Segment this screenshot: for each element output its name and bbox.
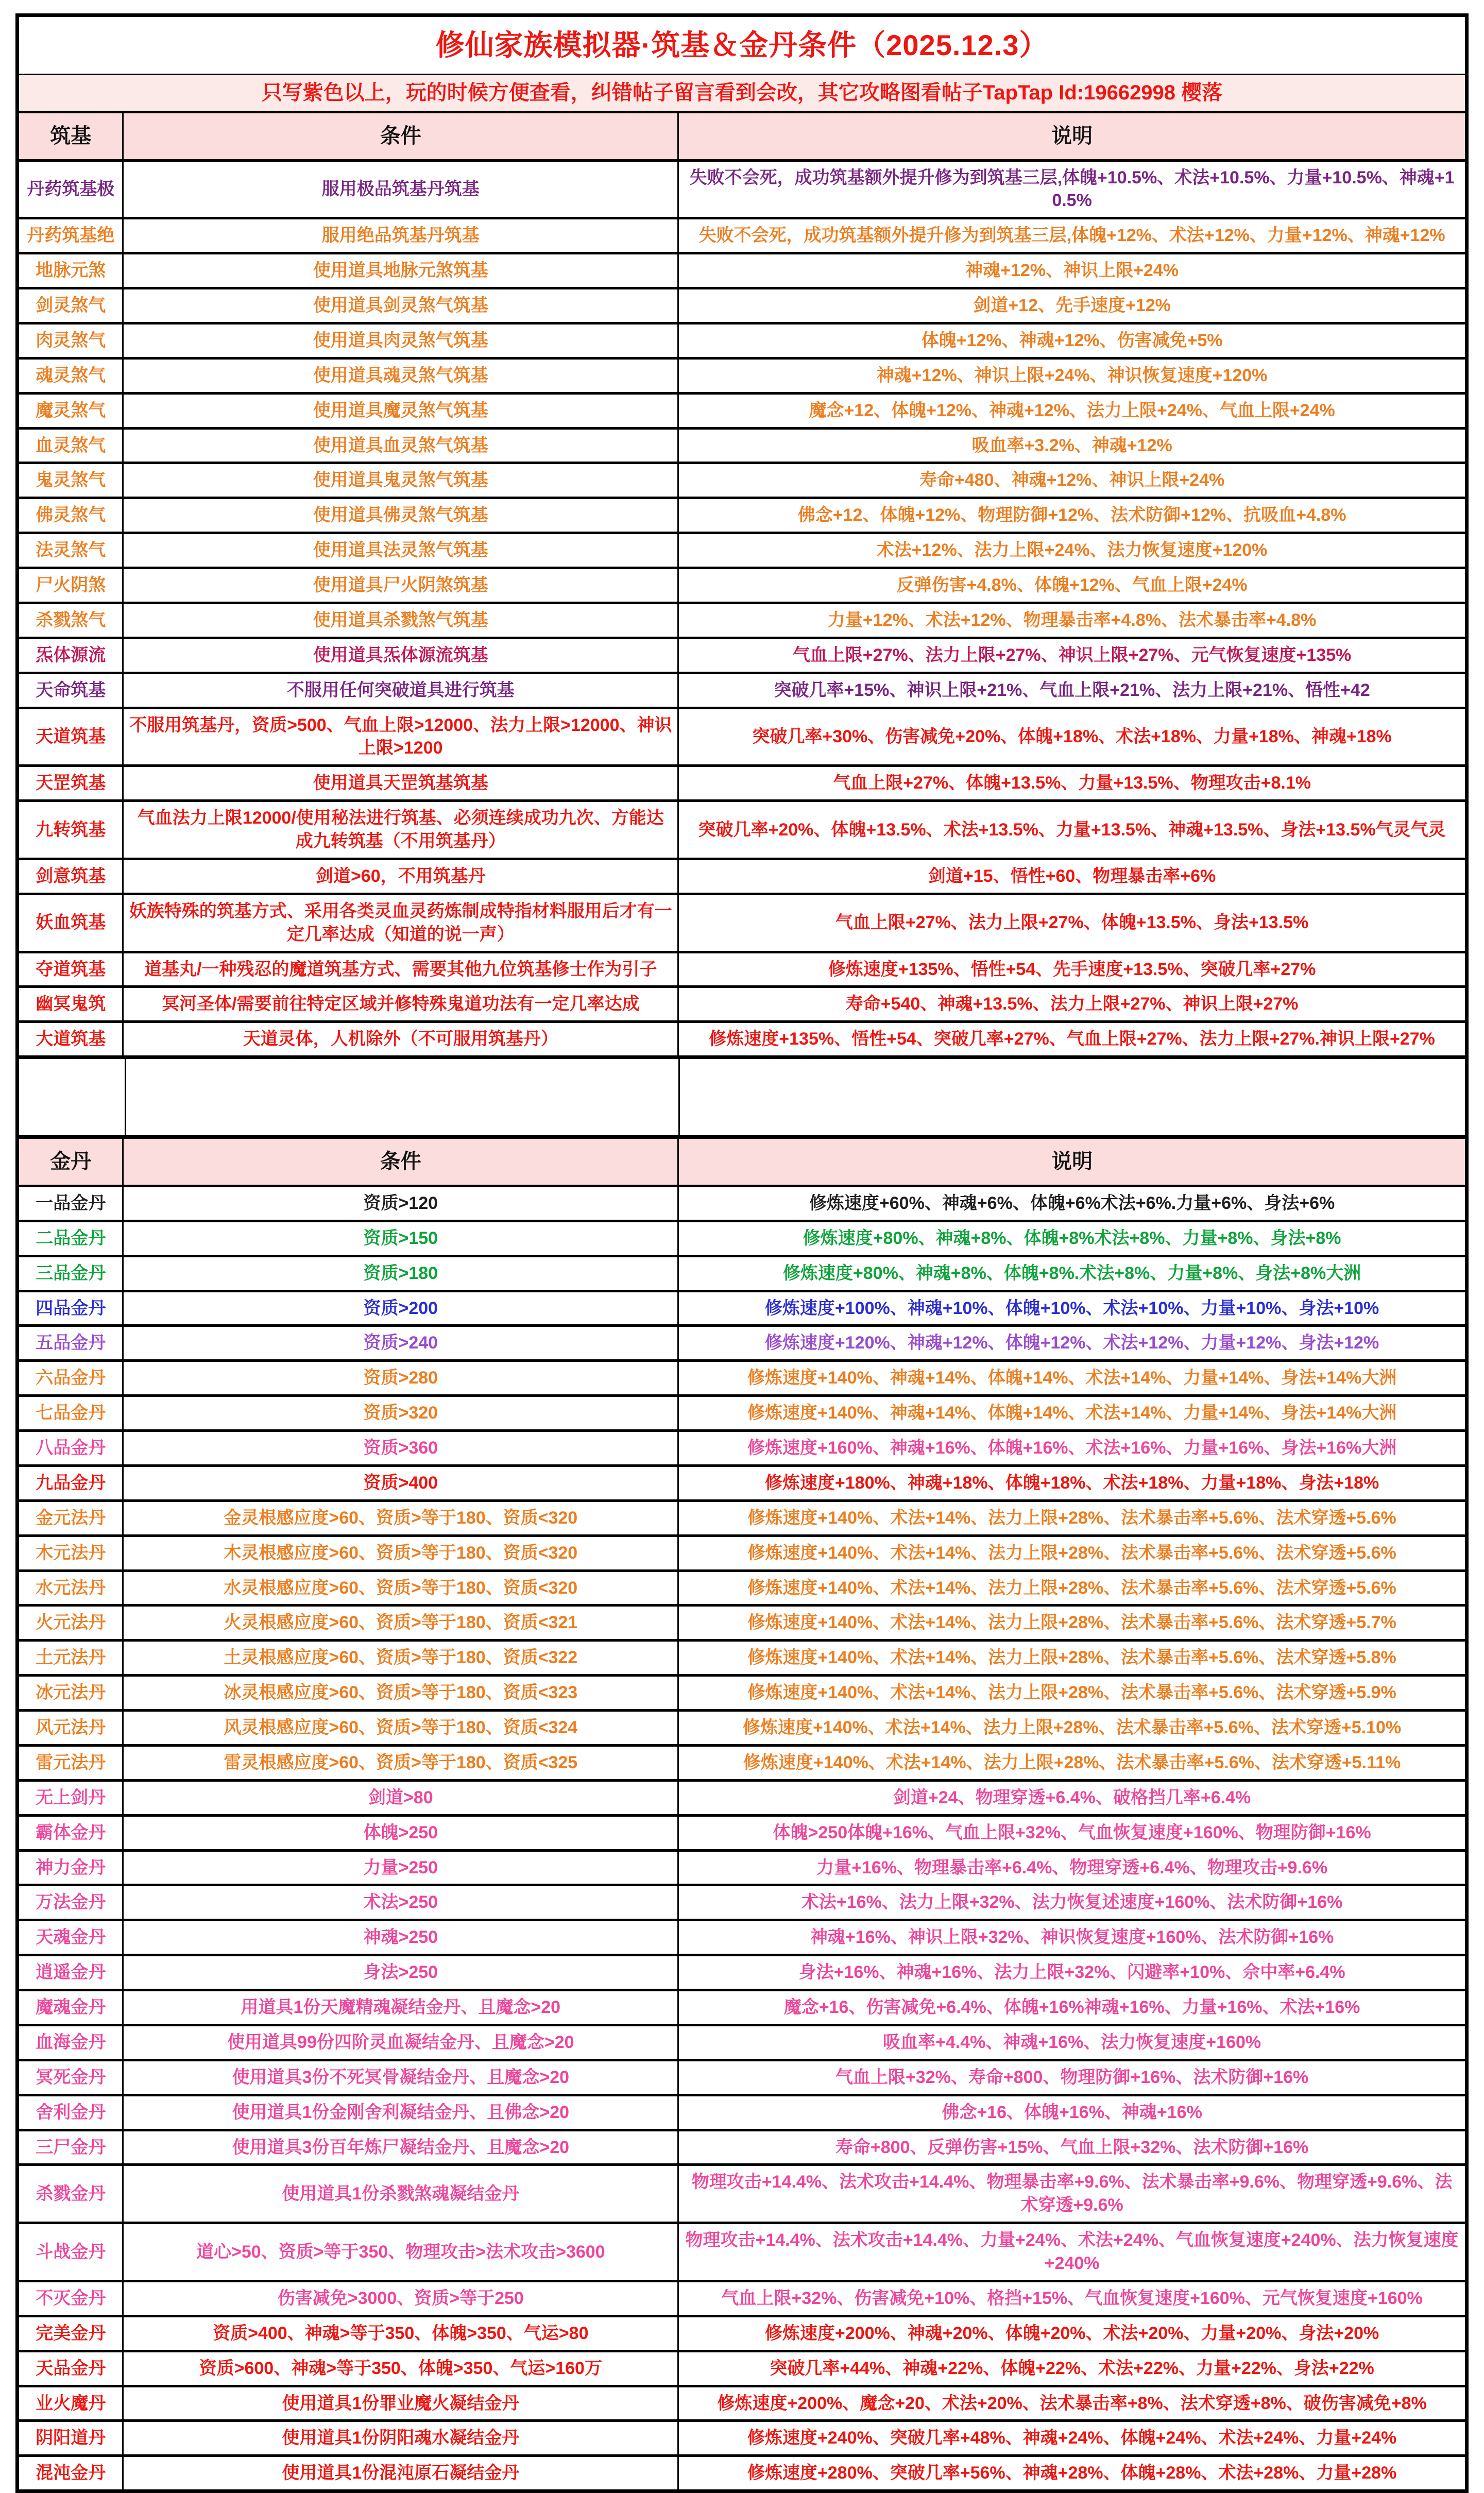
table-row [18, 1256, 1467, 1291]
grade-cell: 丹药筑基极 [18, 160, 123, 218]
grade-cell: 剑灵煞气 [18, 288, 123, 323]
grade-cell: 天命筑基 [18, 673, 123, 708]
condition-cell: 资质>150 [123, 1221, 678, 1256]
grade-cell: 逍遥金丹 [18, 1955, 123, 1990]
guide-sheet [15, 13, 1469, 2493]
grade-cell: 魔灵煞气 [18, 393, 123, 428]
subtitle-row [18, 74, 1467, 112]
grade-cell: 炁体源流 [18, 638, 123, 673]
table-row [18, 160, 1467, 218]
jindan-column-header-grade: 金丹 [18, 1137, 123, 1186]
condition-cell: 术法>250 [123, 1885, 678, 1920]
condition-cell: 使用道具1份混沌原石凝结金丹 [123, 2456, 678, 2491]
description-cell: 修炼速度+140%、术法+14%、法力上限+28%、法术暴击率+5.6%、法术穿透+5.6% [678, 1570, 1467, 1606]
table-row [18, 1676, 1467, 1711]
description-cell: 修炼速度+100%、神魂+10%、体魄+10%、术法+10%、力量+10%、身法+10% [678, 1291, 1467, 1326]
description-cell: 物理攻击+14.4%、法术攻击+14.4%、力量+24%、术法+24%、气血恢复速度+240%、法力恢复速度+240% [678, 2223, 1467, 2281]
description-cell: 修炼速度+140%、术法+14%、法力上限+28%、法术暴击率+5.6%、法术穿透+5.7% [678, 1606, 1467, 1641]
grade-cell: 天罡筑基 [18, 766, 123, 801]
grade-cell: 血灵煞气 [18, 428, 123, 463]
table-row [18, 1291, 1467, 1326]
condition-cell: 使用道具炁体源流筑基 [123, 638, 678, 673]
description-cell: 修炼速度+140%、神魂+14%、体魄+14%、术法+14%、力量+14%、身法+14%大洲 [678, 1396, 1467, 1431]
grade-cell: 地脉元煞 [18, 253, 123, 288]
table-row [18, 1465, 1467, 1500]
page-title: 修仙家族模拟器·筑基＆金丹条件（2025.12.3） [18, 15, 1467, 75]
table-row [18, 952, 1467, 987]
grade-cell: 尸火阴煞 [18, 568, 123, 603]
condition-cell: 冰灵根感应度>60、资质>等于180、资质<323 [123, 1676, 678, 1711]
grade-cell: 幽冥鬼筑 [18, 987, 123, 1022]
table-row [18, 673, 1467, 708]
description-cell: 体魄>250体魄+16%、气血上限+32%、气血恢复速度+160%、物理防御+16% [678, 1815, 1467, 1850]
grade-cell: 风元法丹 [18, 1711, 123, 1746]
condition-cell: 风灵根感应度>60、资质>等于180、资质<324 [123, 1711, 678, 1746]
description-cell: 气血上限+32%、寿命+800、物理防御+16%、法术防御+16% [678, 2060, 1467, 2095]
grade-cell: 雷元法丹 [18, 1745, 123, 1780]
zhuji-table-head [18, 15, 1467, 161]
table-row [18, 1885, 1467, 1920]
zhuji-table [15, 13, 1469, 1059]
grade-cell: 不灭金丹 [18, 2281, 123, 2316]
description-cell: 修炼速度+135%、悟性+54、突破几率+27%、气血上限+27%、法力上限+27%.神识上限+27% [678, 1022, 1467, 1057]
description-cell: 身法+16%、神魂+16%、法力上限+32%、闪避率+10%、佘中率+6.4% [678, 1955, 1467, 1990]
table-row [18, 1396, 1467, 1431]
grade-cell: 肉灵煞气 [18, 323, 123, 358]
condition-cell: 土灵根感应度>60、资质>等于180、资质<322 [123, 1641, 678, 1676]
table-row [18, 1606, 1467, 1641]
zhuji-header-row [18, 112, 1467, 160]
grade-cell: 霸体金丹 [18, 1815, 123, 1850]
condition-cell: 资质>600、神魂>等于350、体魄>350、气运>160万 [123, 2351, 678, 2386]
table-row [18, 2223, 1467, 2281]
condition-cell: 资质>360 [123, 1431, 678, 1466]
grade-cell: 夺道筑基 [18, 952, 123, 987]
condition-cell: 身法>250 [123, 1955, 678, 1990]
grade-cell: 舍利金丹 [18, 2095, 123, 2130]
description-cell: 寿命+480、神魂+12%、神识上限+24% [678, 463, 1467, 498]
grade-cell: 土元法丹 [18, 1641, 123, 1676]
condition-cell: 用道具1份天魔精魂凝结金丹、且魔念>20 [123, 1990, 678, 2025]
grade-cell: 大道筑基 [18, 1022, 123, 1057]
description-cell: 剑道+24、物理穿透+6.4%、破格挡几率+6.4% [678, 1780, 1467, 1815]
table-row [18, 1955, 1467, 1990]
condition-cell: 服用绝品筑基丹筑基 [123, 218, 678, 253]
description-cell: 神魂+12%、神识上限+24% [678, 253, 1467, 288]
table-row [18, 708, 1467, 766]
table-row [18, 1780, 1467, 1815]
table-row [18, 1570, 1467, 1606]
jindan-rows [18, 1186, 1467, 2491]
table-gap [15, 1059, 1469, 1135]
condition-cell: 使用道具3份百年炼尸凝结金丹、且魔念>20 [123, 2130, 678, 2165]
description-cell: 力量+16%、物理暴击率+6.4%、物理穿透+6.4%、物理攻击+9.6% [678, 1850, 1467, 1885]
description-cell: 修炼速度+200%、魔念+20、术法+20%、法术暴击率+8%、法术穿透+8%、破伤害减免+8% [678, 2386, 1467, 2421]
condition-cell: 使用道具剑灵煞气筑基 [123, 288, 678, 323]
table-row [18, 1815, 1467, 1850]
condition-cell: 伤害减免>3000、资质>等于250 [123, 2281, 678, 2316]
condition-cell: 资质>200 [123, 1291, 678, 1326]
description-cell: 气血上限+27%、法力上限+27%、体魄+13.5%、身法+13.5% [678, 894, 1467, 952]
condition-cell: 道基丸/一种残忍的魔道筑基方式、需要其他九位筑基修士作为引子 [123, 952, 678, 987]
grade-cell: 血海金丹 [18, 2025, 123, 2060]
grade-cell: 火元法丹 [18, 1606, 123, 1641]
table-row [18, 2025, 1467, 2060]
description-cell: 术法+16%、法力上限+32%、法力恢复述速度+160%、法术防御+16% [678, 1885, 1467, 1920]
table-row [18, 2456, 1467, 2491]
condition-cell: 水灵根感应度>60、资质>等于180、资质<320 [123, 1570, 678, 1606]
description-cell: 吸血率+3.2%、神魂+12% [678, 428, 1467, 463]
description-cell: 神魂+16%、神识上限+32%、神识恢复速度+160%、法术防御+16% [678, 1920, 1467, 1955]
grade-cell: 魔魂金丹 [18, 1990, 123, 2025]
description-cell: 修炼速度+140%、术法+14%、法力上限+28%、法术暴击率+5.6%、法术穿透+5.10% [678, 1711, 1467, 1746]
condition-cell: 使用道具佛灵煞气筑基 [123, 498, 678, 533]
table-row [18, 1431, 1467, 1466]
grade-cell: 神力金丹 [18, 1850, 123, 1885]
condition-cell: 力量>250 [123, 1850, 678, 1885]
condition-cell: 剑道>80 [123, 1780, 678, 1815]
condition-cell: 使用道具1份罪业魔火凝结金丹 [123, 2386, 678, 2421]
grade-cell: 七品金丹 [18, 1396, 123, 1431]
grade-cell: 完美金丹 [18, 2316, 123, 2351]
zhuji-column-header-description: 说明 [678, 112, 1467, 160]
description-cell: 佛念+16、体魄+16%、神魂+16% [678, 2095, 1467, 2130]
page-subtitle: 只写紫色以上，玩的时候方便查看，纠错帖子留言看到会改，其它攻略图看帖子TapTap Id:19662998 樱落 [18, 74, 1467, 112]
grade-cell: 水元法丹 [18, 1570, 123, 1606]
description-cell: 修炼速度+140%、术法+14%、法力上限+28%、法术暴击率+5.6%、法术穿透+5.9% [678, 1676, 1467, 1711]
condition-cell: 资质>280 [123, 1361, 678, 1396]
grade-cell: 九品金丹 [18, 1465, 123, 1500]
grade-cell: 三品金丹 [18, 1256, 123, 1291]
table-row [18, 253, 1467, 288]
table-row [18, 766, 1467, 801]
grade-cell: 木元法丹 [18, 1535, 123, 1570]
table-row [18, 2165, 1467, 2223]
table-row [18, 801, 1467, 859]
description-cell: 修炼速度+200%、神魂+20%、体魄+20%、术法+20%、力量+20%、身法+20% [678, 2316, 1467, 2351]
description-cell: 气血上限+32%、伤害减免+10%、格挡+15%、气血恢复速度+160%、元气恢复速度+160% [678, 2281, 1467, 2316]
grade-cell: 五品金丹 [18, 1326, 123, 1361]
grade-cell: 三尸金丹 [18, 2130, 123, 2165]
grade-cell: 业火魔丹 [18, 2386, 123, 2421]
description-cell: 修炼速度+60%、神魂+6%、体魄+6%术法+6%.力量+6%、身法+6% [678, 1186, 1467, 1221]
description-cell: 物理攻击+14.4%、法术攻击+14.4%、物理暴击率+9.6%、法术暴击率+9.6%、物理穿透+9.6%、法术穿透+9.6% [678, 2165, 1467, 2223]
condition-cell: 不服用筑基丹，资质>500、气血上限>12000、法力上限>12000、神识上限>1200 [123, 708, 678, 766]
table-row [18, 2351, 1467, 2386]
condition-cell: 雷灵根感应度>60、资质>等于180、资质<325 [123, 1745, 678, 1780]
grade-cell: 四品金丹 [18, 1291, 123, 1326]
table-row [18, 603, 1467, 638]
jindan-table-head [18, 1137, 1467, 1186]
condition-cell: 使用道具鬼灵煞气筑基 [123, 463, 678, 498]
table-row [18, 568, 1467, 603]
condition-cell: 使用道具99份四阶灵血凝结金丹、且魔念>20 [123, 2025, 678, 2060]
table-row [18, 2316, 1467, 2351]
description-cell: 剑道+12、先手速度+12% [678, 288, 1467, 323]
grade-cell: 杀戮煞气 [18, 603, 123, 638]
condition-cell: 服用极品筑基丹筑基 [123, 160, 678, 218]
table-row [18, 2386, 1467, 2421]
condition-cell: 使用道具1份杀戮煞魂凝结金丹 [123, 2165, 678, 2223]
grade-cell: 杀戮金丹 [18, 2165, 123, 2223]
zhuji-column-header-condition: 条件 [123, 112, 678, 160]
jindan-table [15, 1135, 1469, 2493]
grade-cell: 万法金丹 [18, 1885, 123, 1920]
description-cell: 突破几率+30%、伤害减免+20%、体魄+18%、术法+18%、力量+18%、神魂+18% [678, 708, 1467, 766]
zhuji-rows [18, 160, 1467, 1057]
condition-cell: 气血法力上限12000/使用秘法进行筑基、必须连续成功九次、方能达成九转筑基（不用筑基丹） [123, 801, 678, 859]
title-row [18, 15, 1467, 75]
table-row [18, 1711, 1467, 1746]
table-row [18, 1535, 1467, 1570]
condition-cell: 使用道具魂灵煞气筑基 [123, 358, 678, 393]
table-row [18, 358, 1467, 393]
description-cell: 修炼速度+140%、术法+14%、法力上限+28%、法术暴击率+5.6%、法术穿透+5.6% [678, 1500, 1467, 1535]
description-cell: 佛念+12、体魄+12%、物理防御+12%、法术防御+12%、抗吸血+4.8% [678, 498, 1467, 533]
description-cell: 失败不会死，成功筑基额外提升修为到筑基三层,体魄+12%、术法+12%、力量+12%、神魂+12% [678, 218, 1467, 253]
description-cell: 力量+12%、术法+12%、物理暴击率+4.8%、法术暴击率+4.8% [678, 603, 1467, 638]
description-cell: 体魄+12%、神魂+12%、伤害减免+5% [678, 323, 1467, 358]
grade-cell: 九转筑基 [18, 801, 123, 859]
grade-cell: 妖血筑基 [18, 894, 123, 952]
condition-cell: 资质>400、神魂>等于350、体魄>350、气运>80 [123, 2316, 678, 2351]
description-cell: 修炼速度+280%、突破几率+56%、神魂+28%、体魄+28%、术法+28%、力量+28% [678, 2456, 1467, 2491]
grade-cell: 二品金丹 [18, 1221, 123, 1256]
condition-cell: 道心>50、资质>等于350、物理攻击>法术攻击>3600 [123, 2223, 678, 2281]
jindan-column-header-condition: 条件 [123, 1137, 678, 1186]
description-cell: 气血上限+27%、体魄+13.5%、力量+13.5%、物理攻击+8.1% [678, 766, 1467, 801]
condition-cell: 使用道具1份阴阳魂水凝结金丹 [123, 2421, 678, 2456]
condition-cell: 使用道具天罡筑基筑基 [123, 766, 678, 801]
table-row [18, 1186, 1467, 1221]
condition-cell: 金灵根感应度>60、资质>等于180、资质<320 [123, 1500, 678, 1535]
table-row [18, 393, 1467, 428]
description-cell: 修炼速度+135%、悟性+54、先手速度+13.5%、突破几率+27% [678, 952, 1467, 987]
description-cell: 反弹伤害+4.8%、体魄+12%、气血上限+24% [678, 568, 1467, 603]
grade-cell: 一品金丹 [18, 1186, 123, 1221]
table-row [18, 1221, 1467, 1256]
description-cell: 剑道+15、悟性+60、物理暴击率+6% [678, 859, 1467, 894]
table-row [18, 1920, 1467, 1955]
table-row [18, 987, 1467, 1022]
description-cell: 修炼速度+140%、神魂+14%、体魄+14%、术法+14%、力量+14%、身法+14%大洲 [678, 1361, 1467, 1396]
description-cell: 修炼速度+80%、神魂+8%、体魄+8%.术法+8%、力量+8%、身法+8%大洲 [678, 1256, 1467, 1291]
table-row [18, 323, 1467, 358]
description-cell: 修炼速度+140%、术法+14%、法力上限+28%、法术暴击率+5.6%、法术穿透+5.8% [678, 1641, 1467, 1676]
description-cell: 修炼速度+180%、神魂+18%、体魄+18%、术法+18%、力量+18%、身法+18% [678, 1465, 1467, 1500]
grade-cell: 丹药筑基绝 [18, 218, 123, 253]
grade-cell: 混沌金丹 [18, 2456, 123, 2491]
grade-cell: 斗战金丹 [18, 2223, 123, 2281]
table-row [18, 1850, 1467, 1885]
grade-cell: 冥死金丹 [18, 2060, 123, 2095]
description-cell: 修炼速度+240%、突破几率+48%、神魂+24%、体魄+24%、术法+24%、力量+24% [678, 2421, 1467, 2456]
table-row [18, 2281, 1467, 2316]
grade-cell: 法灵煞气 [18, 533, 123, 568]
condition-cell: 不服用任何突破道具进行筑基 [123, 673, 678, 708]
description-cell: 修炼速度+140%、术法+14%、法力上限+28%、法术暴击率+5.6%、法术穿透+5.11% [678, 1745, 1467, 1780]
condition-cell: 使用道具肉灵煞气筑基 [123, 323, 678, 358]
table-row [18, 1326, 1467, 1361]
table-row [18, 1361, 1467, 1396]
condition-cell: 神魂>250 [123, 1920, 678, 1955]
table-row [18, 1745, 1467, 1780]
condition-cell: 天道灵体，人机除外（不可服用筑基丹） [123, 1022, 678, 1057]
table-row [18, 638, 1467, 673]
jindan-column-header-description: 说明 [678, 1137, 1467, 1186]
table-row [18, 288, 1467, 323]
condition-cell: 使用道具1份金刚舍利凝结金丹、且佛念>20 [123, 2095, 678, 2130]
description-cell: 术法+12%、法力上限+24%、法力恢复速度+120% [678, 533, 1467, 568]
grade-cell: 佛灵煞气 [18, 498, 123, 533]
table-row [18, 2095, 1467, 2130]
condition-cell: 使用道具杀戮煞气筑基 [123, 603, 678, 638]
condition-cell: 使用道具血灵煞气筑基 [123, 428, 678, 463]
condition-cell: 体魄>250 [123, 1815, 678, 1850]
description-cell: 魔念+16、伤害减免+6.4%、体魄+16%神魂+16%、力量+16%、术法+16% [678, 1990, 1467, 2025]
description-cell: 寿命+800、反弹伤害+15%、气血上限+32%、法术防御+16% [678, 2130, 1467, 2165]
table-row [18, 894, 1467, 952]
condition-cell: 火灵根感应度>60、资质>等于180、资质<321 [123, 1606, 678, 1641]
description-cell: 突破几率+15%、神识上限+21%、气血上限+21%、法力上限+21%、悟性+42 [678, 673, 1467, 708]
condition-cell: 资质>120 [123, 1186, 678, 1221]
description-cell: 神魂+12%、神识上限+24%、神识恢复速度+120% [678, 358, 1467, 393]
description-cell: 修炼速度+160%、神魂+16%、体魄+16%、术法+16%、力量+16%、身法+16%大洲 [678, 1431, 1467, 1466]
grade-cell: 天魂金丹 [18, 1920, 123, 1955]
description-cell: 修炼速度+120%、神魂+12%、体魄+12%、术法+12%、力量+12%、身法+12% [678, 1326, 1467, 1361]
condition-cell: 资质>400 [123, 1465, 678, 1500]
grade-cell: 剑意筑基 [18, 859, 123, 894]
table-row [18, 859, 1467, 894]
condition-cell: 资质>240 [123, 1326, 678, 1361]
table-row [18, 463, 1467, 498]
condition-cell: 使用道具法灵煞气筑基 [123, 533, 678, 568]
table-row [18, 1500, 1467, 1535]
grade-cell: 阴阳道丹 [18, 2421, 123, 2456]
description-cell: 魔念+12、体魄+12%、神魂+12%、法力上限+24%、气血上限+24% [678, 393, 1467, 428]
condition-cell: 木灵根感应度>60、资质>等于180、资质<320 [123, 1535, 678, 1570]
table-row [18, 1641, 1467, 1676]
condition-cell: 使用道具3份不死冥骨凝结金丹、且魔念>20 [123, 2060, 678, 2095]
condition-cell: 剑道>60，不用筑基丹 [123, 859, 678, 894]
condition-cell: 使用道具魔灵煞气筑基 [123, 393, 678, 428]
condition-cell: 冥河圣体/需要前往特定区域并修特殊鬼道功法有一定几率达成 [123, 987, 678, 1022]
description-cell: 修炼速度+140%、术法+14%、法力上限+28%、法术暴击率+5.6%、法术穿透+5.6% [678, 1535, 1467, 1570]
condition-cell: 使用道具尸火阴煞筑基 [123, 568, 678, 603]
table-row [18, 2421, 1467, 2456]
description-cell: 突破几率+20%、体魄+13.5%、术法+13.5%、力量+13.5%、神魂+13.5%、身法+13.5%气灵气灵 [678, 801, 1467, 859]
grade-cell: 魂灵煞气 [18, 358, 123, 393]
table-row [18, 1022, 1467, 1057]
table-row [18, 533, 1467, 568]
grade-cell: 无上剑丹 [18, 1780, 123, 1815]
description-cell: 失败不会死，成功筑基额外提升修为到筑基三层,体魄+10.5%、术法+10.5%、力量+10.5%、神魂+10.5% [678, 160, 1467, 218]
table-row [18, 2130, 1467, 2165]
condition-cell: 妖族特殊的筑基方式、采用各类灵血灵药炼制成特指材料服用后才有一定几率达成（知道的说一声） [123, 894, 678, 952]
description-cell: 修炼速度+80%、神魂+8%、体魄+8%术法+8%、力量+8%、身法+8% [678, 1221, 1467, 1256]
table-row [18, 428, 1467, 463]
table-row [18, 1990, 1467, 2025]
grade-cell: 天品金丹 [18, 2351, 123, 2386]
condition-cell: 资质>320 [123, 1396, 678, 1431]
table-row [18, 498, 1467, 533]
grade-cell: 天道筑基 [18, 708, 123, 766]
table-row [18, 218, 1467, 253]
grade-cell: 六品金丹 [18, 1361, 123, 1396]
grade-cell: 冰元法丹 [18, 1676, 123, 1711]
grade-cell: 八品金丹 [18, 1431, 123, 1466]
grade-cell: 金元法丹 [18, 1500, 123, 1535]
table-row [18, 2060, 1467, 2095]
jindan-header-row [18, 1137, 1467, 1186]
description-cell: 气血上限+27%、法力上限+27%、神识上限+27%、元气恢复速度+135% [678, 638, 1467, 673]
description-cell: 吸血率+4.4%、神魂+16%、法力恢复速度+160% [678, 2025, 1467, 2060]
condition-cell: 资质>180 [123, 1256, 678, 1291]
description-cell: 寿命+540、神魂+13.5%、法力上限+27%、神识上限+27% [678, 987, 1467, 1022]
description-cell: 突破几率+44%、神魂+22%、体魄+22%、术法+22%、力量+22%、身法+22% [678, 2351, 1467, 2386]
grade-cell: 鬼灵煞气 [18, 463, 123, 498]
zhuji-column-header-grade: 筑基 [18, 112, 123, 160]
condition-cell: 使用道具地脉元煞筑基 [123, 253, 678, 288]
